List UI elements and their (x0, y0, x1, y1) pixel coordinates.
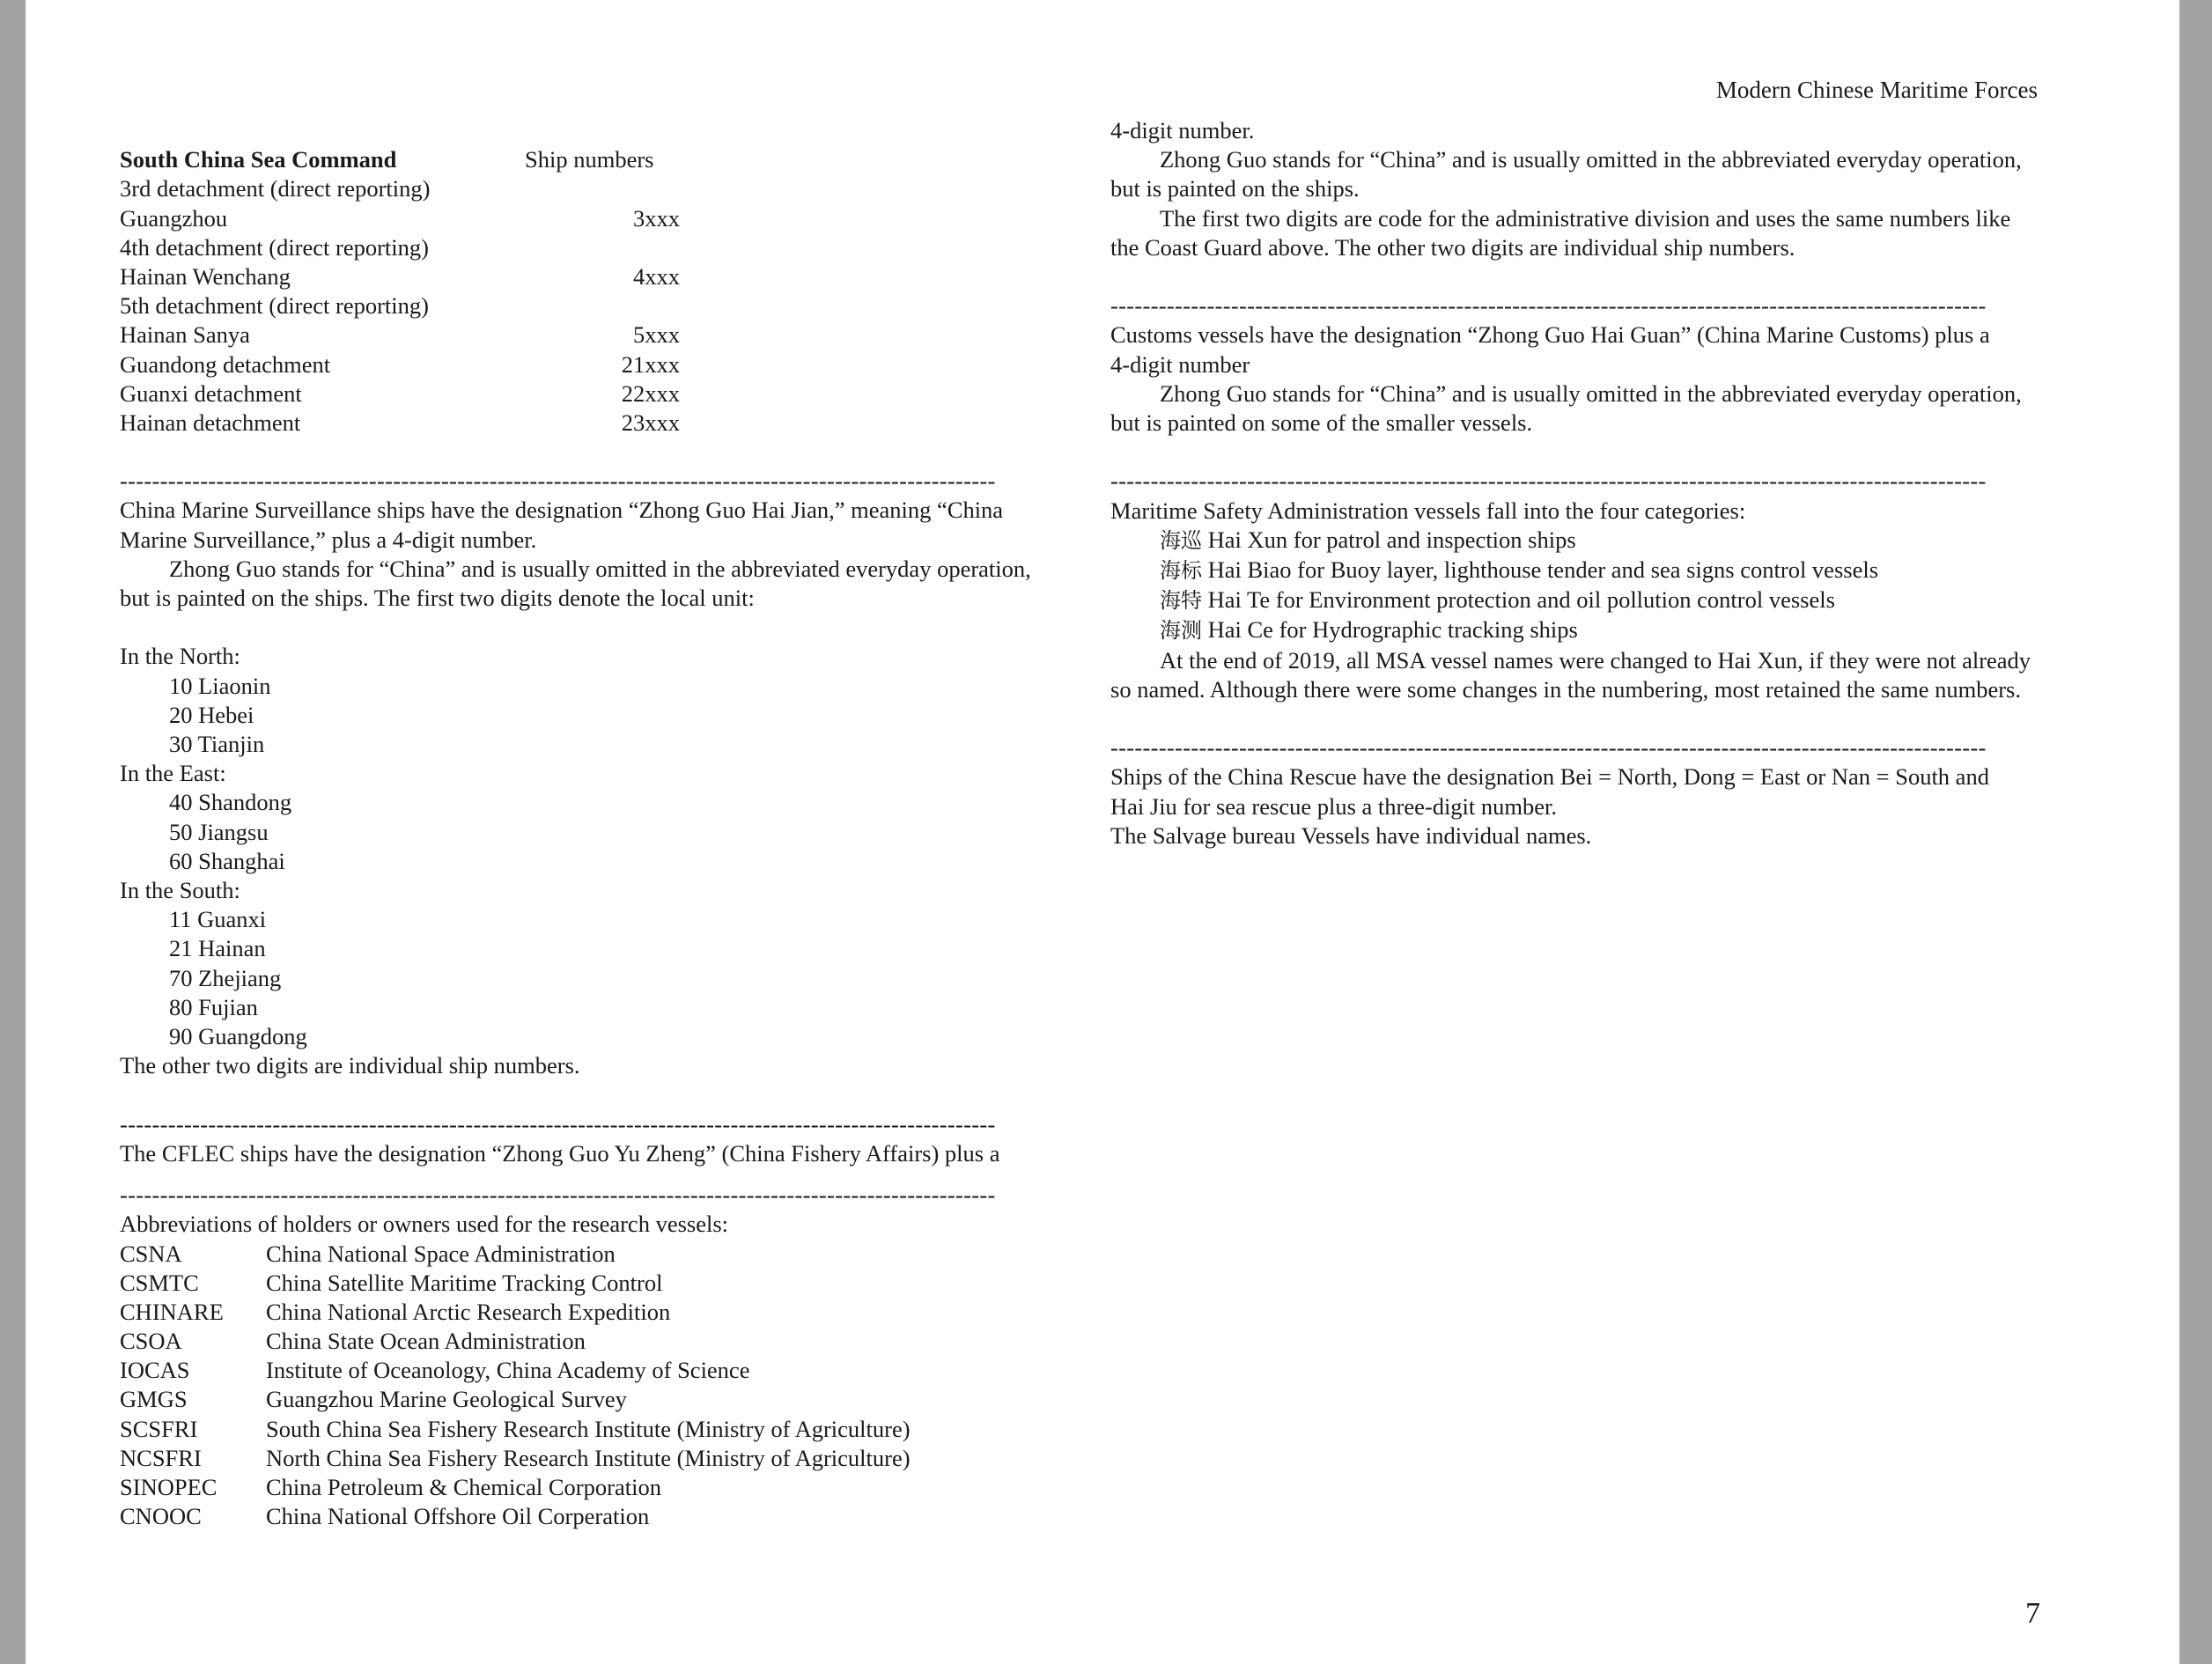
command-row (120, 291, 1097, 320)
region-heading: In the North: (120, 643, 240, 670)
abbreviation-name: China National Space Administration (266, 1240, 616, 1267)
abbreviations-intro: Abbreviations of holders or owners used for the research vessels: (120, 1211, 729, 1238)
text-line: 4-digit number. (1110, 117, 1255, 144)
category-cjk-name: 海测 (1160, 618, 1202, 644)
section-divider: ------------------------------------------------------------------------------------------------------------- (1110, 468, 1987, 495)
command-row (120, 350, 1097, 379)
abbreviation-row (120, 1327, 1097, 1356)
left-column (120, 116, 1097, 1531)
text-line: Customs vessels have the designation “Zhong Guo Hai Guan” (China Marine Customs) plus a (1110, 321, 1990, 349)
abbreviation-code: SINOPEC (120, 1474, 218, 1500)
abbreviation-row (120, 1269, 1097, 1298)
command-row (120, 379, 1097, 409)
text-line: but is painted on the ships. The first two digits denote the local unit: (120, 585, 755, 612)
abbreviation-name: Institute of Oceanology, China Academy of Science (266, 1357, 750, 1384)
abbreviation-code: CSMTC (120, 1269, 199, 1296)
text-line: Hai Jiu for sea rescue plus a three-digit number. (1110, 792, 1558, 820)
abbreviation-code: GMGS (120, 1386, 188, 1413)
abbreviation-name: North China Sea Fishery Research Institute (Ministry of Agriculture) (266, 1444, 911, 1471)
unit-name: 5th detachment (direct reporting) (120, 292, 429, 320)
category-description: Hai Xun for patrol and inspection ships (1207, 526, 1576, 553)
msa-category (1110, 556, 2105, 585)
running-header: Modern Chinese Maritime Forces (1715, 77, 2038, 103)
region-unit: 70 Zhejiang (169, 964, 282, 991)
region-list (120, 642, 1097, 1051)
unit-name: Guandong detachment (120, 350, 331, 378)
region-heading: In the South: (120, 877, 240, 904)
ship-number (525, 291, 680, 320)
command-row (120, 233, 1097, 262)
region-heading: In the East: (120, 760, 226, 787)
document-page (26, 0, 2179, 1664)
regions-note: The other two digits are individual ship numbers. (120, 1052, 580, 1079)
ship-number: 21xxx (621, 350, 680, 378)
customs-paragraph (1110, 320, 2105, 438)
section-divider: ------------------------------------------------------------------------------------------------------------- (1110, 734, 1987, 762)
text-line: Zhong Guo stands for “China” and is usually omitted in the abbreviated everyday operation, (169, 555, 1031, 582)
section-divider: ------------------------------------------------------------------------------------------------------------- (1110, 292, 1987, 320)
abbreviation-name: China Satellite Maritime Tracking Control (266, 1269, 663, 1296)
command-row (120, 320, 1097, 350)
category-description: Hai Ce for Hydrographic tracking ships (1207, 616, 1578, 644)
msa-category (1110, 585, 2105, 615)
region-unit: 30 Tianjin (169, 731, 265, 758)
region-unit: 90 Guangdong (169, 1023, 307, 1050)
section-divider: ------------------------------------------------------------------------------------------------------------- (120, 1110, 996, 1138)
abbreviation-name: China State Ocean Administration (266, 1328, 586, 1355)
right-column (1110, 116, 2105, 850)
command-row (120, 409, 1097, 438)
command-row (120, 262, 1097, 291)
abbreviation-name: China National Arctic Research Expedition (266, 1298, 671, 1325)
text-line: but is painted on some of the smaller vessels. (1110, 409, 1533, 437)
abbreviation-row (120, 1240, 1097, 1269)
category-cjk-name: 海标 (1160, 558, 1202, 584)
category-cjk-name: 海特 (1160, 588, 1202, 614)
command-row (120, 174, 1097, 203)
abbreviation-list (120, 1240, 1097, 1532)
ship-number: 23xxx (621, 409, 680, 436)
abbreviation-code: NCSFRI (120, 1444, 202, 1471)
abbreviation-row (120, 1444, 1097, 1473)
unit-name: 3rd detachment (direct reporting) (120, 175, 431, 202)
category-description: Hai Te for Environment protection and oil pollution control vessels (1207, 586, 1835, 614)
command-row (120, 204, 1097, 233)
abbreviation-code: CNOOC (120, 1503, 202, 1530)
abbreviation-name: South China Sea Fishery Research Institute (Ministry of Agriculture) (266, 1415, 911, 1442)
abbreviation-code: SCSFRI (120, 1415, 198, 1442)
ship-number (525, 174, 680, 203)
command-table-header (120, 145, 1097, 174)
text-line: so named. Although there were some changes in the numbering, most retained the same numbers. (1110, 675, 2021, 703)
abbreviation-code: CHINARE (120, 1298, 224, 1325)
abbreviation-row (120, 1473, 1097, 1502)
category-cjk-name: 海巡 (1160, 527, 1202, 553)
abbreviation-row (120, 1298, 1097, 1327)
region-unit: 10 Liaonin (169, 672, 271, 699)
rescue-paragraph (1110, 762, 2105, 850)
region-unit: 21 Hainan (169, 935, 266, 962)
unit-name: Guangzhou (120, 204, 228, 232)
region-unit: 40 Shandong (169, 789, 292, 816)
page-number: 7 (2025, 1597, 2040, 1630)
ship-number: 3xxx (633, 204, 680, 232)
ship-numbers-header: Ship numbers (525, 146, 654, 173)
text-line: China Marine Surveillance ships have the designation “Zhong Guo Hai Jian,” meaning “China (120, 497, 1004, 524)
cms-paragraph (120, 496, 1097, 613)
region-unit: 50 Jiangsu (169, 818, 269, 845)
category-description: Hai Biao for Buoy layer, lighthouse tender and sea signs control vessels (1207, 556, 1879, 584)
abbreviation-name: Guangzhou Marine Geological Survey (266, 1386, 627, 1413)
ship-number: 5xxx (633, 321, 680, 349)
msa-category (1110, 526, 2105, 556)
abbreviation-code: IOCAS (120, 1357, 190, 1384)
text-line: The Salvage bureau Vessels have individual names. (1110, 821, 1592, 849)
abbreviation-name: China Petroleum & Chemical Corporation (266, 1474, 661, 1500)
abbreviation-name: China National Offshore Oil Corperation (266, 1503, 650, 1530)
text-line: but is painted on the ships. (1110, 175, 1360, 202)
region-unit: 60 Shanghai (169, 847, 285, 874)
section-divider: ------------------------------------------------------------------------------------------------------------- (120, 1182, 996, 1209)
section-divider: ------------------------------------------------------------------------------------------------------------- (120, 468, 996, 495)
ship-number: 22xxx (621, 379, 680, 407)
unit-name: Hainan Wenchang (120, 262, 291, 290)
ship-number: 4xxx (633, 262, 680, 290)
text-line: Zhong Guo stands for “China” and is usually omitted in the abbreviated everyday operation, (1160, 379, 2022, 407)
msa-category (1110, 615, 2105, 645)
msa-intro: Maritime Safety Administration vessels fall into the four categories: (1110, 497, 1746, 524)
text-line: Zhong Guo stands for “China” and is usually omitted in the abbreviated everyday operation, (1160, 146, 2022, 173)
text-line: The first two digits are code for the administrative division and uses the same numbers like (1160, 204, 2011, 232)
abbreviation-row (120, 1356, 1097, 1385)
text-line: 4-digit number (1110, 350, 1250, 378)
cflec-continuation (1110, 116, 2105, 262)
ship-number (525, 233, 680, 262)
unit-name: 4th detachment (direct reporting) (120, 233, 429, 261)
abbreviation-row (120, 1502, 1097, 1531)
abbreviation-row (120, 1415, 1097, 1444)
region-unit: 11 Guanxi (169, 906, 267, 933)
text-line: the Coast Guard above. The other two digits are individual ship numbers. (1110, 233, 1795, 261)
region-unit: 80 Fujian (169, 993, 258, 1020)
text-line: At the end of 2019, all MSA vessel names were changed to Hai Xun, if they were not already (1160, 646, 2031, 674)
msa-section (1110, 497, 2105, 704)
command-table (120, 145, 1097, 438)
unit-name: Hainan Sanya (120, 321, 250, 349)
unit-name: Guanxi detachment (120, 379, 302, 407)
unit-name: Hainan detachment (120, 409, 301, 436)
command-title: South China Sea Command (120, 146, 397, 173)
abbreviation-code: CSOA (120, 1328, 182, 1355)
region-unit: 20 Hebei (169, 701, 254, 728)
text-line: Ships of the China Rescue have the designation Bei = North, Dong = East or Nan = South and (1110, 763, 1989, 791)
cflec-line: The CFLEC ships have the designation “Zhong Guo Yu Zheng” (China Fishery Affairs) plus a (120, 1139, 1000, 1167)
abbreviation-code: CSNA (120, 1240, 182, 1267)
text-line: Marine Surveillance,” plus a 4-digit number. (120, 526, 537, 553)
abbreviation-row (120, 1385, 1097, 1414)
